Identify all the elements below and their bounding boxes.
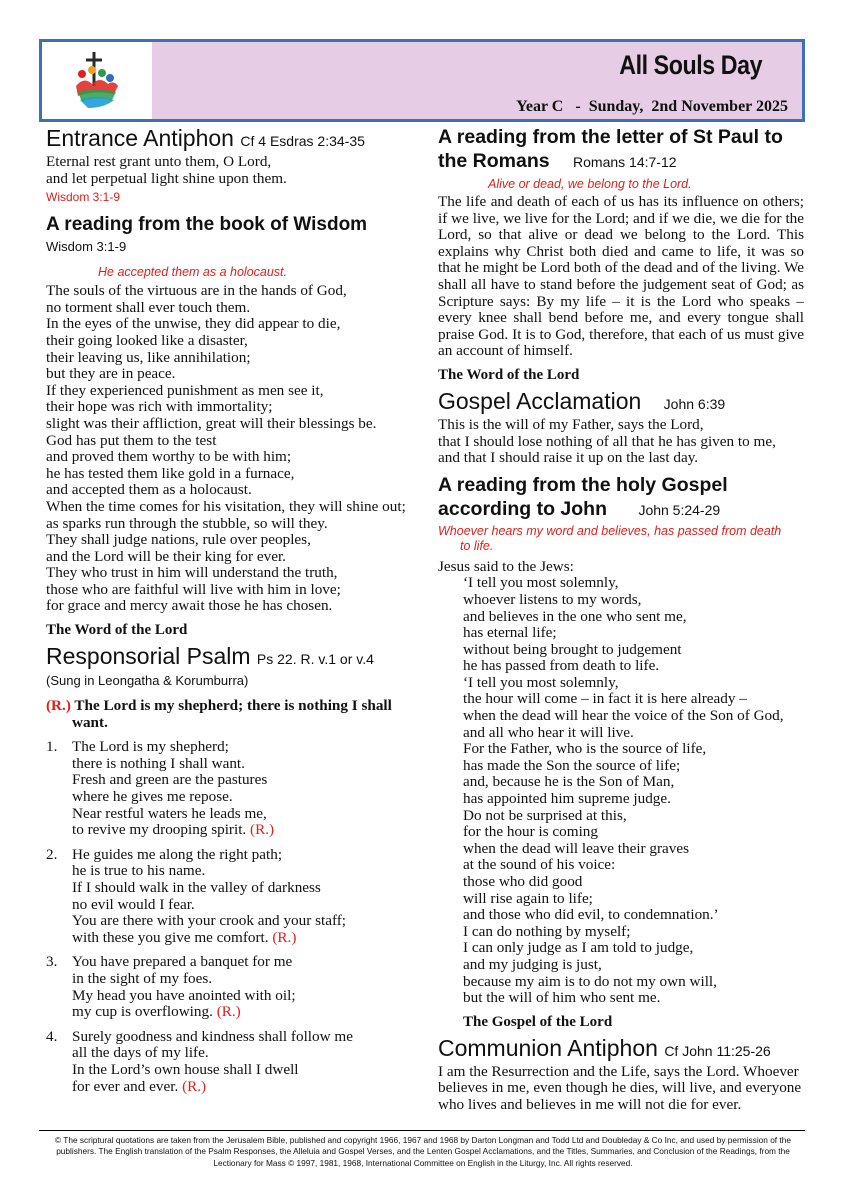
gospel-line: has made the Son the source of life; — [463, 756, 681, 774]
psalm-verse-line-text: He guides me along the right path; — [72, 845, 283, 863]
gospel-line: ‘I tell you most solemnly, — [463, 574, 619, 592]
gospel-line: when the dead will leave their graves — [463, 839, 690, 857]
gospel-acclamation-line: that I should lose nothing of all that he has given to me, — [438, 432, 776, 450]
gospel-line: has eternal life; — [463, 624, 557, 642]
psalm-verse-line-text: where he gives me repose. — [72, 788, 233, 806]
response-marker: (R.) — [250, 821, 275, 839]
communion-antiphon-text: I am the Resurrection and the Life, says the Lord. Whoever believes in me, even though he dies, will live, and everyone who lives and believes in me will not die for ever. — [438, 1062, 802, 1113]
first-reading-heading: A reading from the book of Wisdom — [46, 214, 368, 236]
gospel-text — [438, 575, 804, 1006]
response-marker: (R.) — [216, 1003, 241, 1021]
psalm-ref: Ps 22. R. v.1 or v.4 — [256, 651, 374, 668]
psalm-verse-line — [72, 913, 346, 930]
psalm-note: (Sung in Leongatha & Korumburra) — [46, 673, 249, 689]
first-reading-line: those who are faithful will live with him in love; — [46, 580, 341, 598]
response-marker: (R.) — [272, 928, 297, 946]
entrance-antiphon-title: Entrance Antiphon — [46, 125, 234, 151]
entrance-antiphon-line: and let perpetual light shine upon them. — [46, 169, 287, 187]
first-reading-ref: Wisdom 3:1-9 — [46, 239, 127, 255]
response-marker: (R.) — [182, 1077, 207, 1095]
gospel-ref: John 5:24-29 — [638, 501, 721, 518]
first-reading-closing: The Word of the Lord — [46, 622, 188, 639]
psalm-verse-line-text: You have prepared a banquet for me — [72, 953, 293, 971]
psalm-verse-line — [72, 863, 346, 880]
gospel-line: will rise again to life; — [463, 889, 593, 907]
gospel-line: without being brought to judgement — [463, 640, 682, 658]
entrance-antiphon-text — [46, 154, 416, 187]
psalm-verse-body — [72, 954, 296, 1020]
first-reading-line: he has tested them like gold in a furnace, — [46, 464, 295, 482]
gospel-acclamation-title: Gospel Acclamation — [438, 387, 642, 414]
psalm-verse-line — [72, 1029, 353, 1046]
gospel-line: the hour will come – in fact it is here already – — [463, 690, 747, 708]
page-subtitle: Year C - Sunday, 2nd November 2025 — [516, 98, 788, 115]
footer-divider — [39, 1130, 805, 1131]
gospel-line: he has passed from death to life. — [463, 657, 660, 675]
psalm-verse-line-text: all the days of my life. — [72, 1044, 209, 1062]
first-reading-line: and proved them worthy to be with him; — [46, 448, 292, 466]
psalm-verse-line-text: Near restful waters he leads me, — [72, 804, 267, 822]
psalm-verse-line-text: to revive my drooping spirit. — [72, 821, 247, 839]
gospel-antiphon — [438, 524, 804, 554]
psalm-verse-line-text: In the Lord’s own house shall I dwell — [72, 1060, 299, 1078]
gospel-intro: Jesus said to the Jews: — [438, 557, 574, 575]
gospel-acclamation-text — [438, 417, 804, 467]
psalm-verse-line-text: The Lord is my shepherd; — [72, 738, 229, 756]
entrance-antiphon-ref: Cf 4 Esdras 2:34-35 — [240, 133, 365, 149]
gospel-closing: The Gospel of the Lord — [463, 1013, 613, 1030]
psalm-verse-number: 1. — [46, 738, 58, 756]
psalm-verse-line — [72, 1079, 353, 1096]
first-reading-line: slight was their affliction, great will their blessings be. — [46, 414, 377, 432]
psalm-verse-line — [72, 822, 274, 839]
psalm-verse-number: 4. — [46, 1027, 58, 1045]
gospel-line: but the will of him who sent me. — [463, 989, 661, 1007]
gospel-line: I can do nothing by myself; — [463, 922, 631, 940]
gospel-acclamation-heading — [438, 388, 804, 417]
second-reading-title-romans: the Romans — [438, 150, 550, 172]
gospel-line: and all who hear it will live. — [463, 723, 634, 741]
entrance-antiphon-section — [46, 125, 416, 204]
psalm-verse-line — [72, 1045, 353, 1062]
second-reading-closing: The Word of the Lord — [438, 366, 580, 383]
second-reading-title-line2 — [438, 149, 804, 174]
first-reading-line: and the Lord will be their king for ever. — [46, 547, 286, 565]
gospel-line: because my aim is to do not my own will, — [463, 972, 717, 990]
gospel-acclamation-ref: John 6:39 — [663, 395, 726, 412]
first-reading-line: God has put them to the test — [46, 431, 217, 449]
psalm-verse-line — [72, 772, 274, 789]
psalm-verse-line — [72, 971, 296, 988]
header-banner — [39, 39, 805, 122]
gospel-line: For the Father, who is the source of life, — [463, 740, 707, 758]
psalm-verse-line — [72, 1062, 353, 1079]
gospel-antiphon-line1: Whoever hears my word and believes, has passed from death — [438, 523, 782, 538]
first-reading-line: In the eyes of the unwise, they did appear to die, — [46, 315, 341, 333]
first-reading-line: They who trust in him will understand the truth, — [46, 564, 338, 582]
gospel-heading — [438, 473, 804, 522]
psalm-verse-line-text: no evil would I fear. — [72, 895, 195, 913]
second-reading-text: The life and death of each of us has its influence on others; if we live, we live for the Lord; and if we die, we die for the Lord, so that alive or dead we belong to the Lord. This explains why Christ both died and came to life, it was so that he might be Lord both of the dead and of the living. We shall all have to stand before the judgement seat of God; as Scripture says: By my life – it is the Lord who speaks – every knee shall bend before me, and every tongue shall praise God. It is to God, therefore, that each of us must give an account of himself. — [438, 193, 804, 360]
psalm-verse-line — [72, 988, 296, 1005]
psalm-verse-number: 3. — [46, 953, 58, 971]
first-reading-line: but they are in peace. — [46, 365, 176, 383]
communion-antiphon-section — [438, 1035, 804, 1114]
psalm-verse-line — [72, 756, 274, 773]
gospel-line: and those who did evil, to condemnation.’ — [463, 906, 719, 924]
psalm-verse-body — [72, 847, 346, 947]
gospel-line: when the dead will hear the voice of the Son of God, — [463, 707, 784, 725]
psalm-verse-number: 2. — [46, 845, 58, 863]
response-text: The Lord is my shepherd; there is nothing I shall want. — [72, 697, 392, 731]
psalm-verse-line — [72, 954, 296, 971]
gospel-line: and my judging is just, — [463, 955, 602, 973]
first-reading-text — [46, 283, 416, 615]
page-title: All Souls Day — [619, 50, 762, 80]
psalm-verse-line — [72, 880, 346, 897]
gospel-acclamation-line: and that I should raise it up on the last day. — [438, 449, 699, 467]
first-reading-line: their leaving us, like annihilation; — [46, 348, 251, 366]
copyright-footer: © The scriptural quotations are taken from the Jerusalem Bible, published and copyright 1966, 1967 and 1968 by Darton Longman and Todd Ltd and Doubleday & Co Inc, and used by permission of the publishers. The English translation of the Psalm Responses, the Alleluia and Gospel Verses, and the Lenten Gospel Acclamations, and the Titles, Summaries, and Conclusion of the Readings, from the Lectionary for Mass © 1997, 1981, 1968, International Committee on English in the Liturgy, Inc. All rights reserved. — [55, 1135, 791, 1168]
gospel-line: at the sound of his voice: — [463, 856, 616, 874]
response-marker: (R.) — [46, 697, 71, 715]
gospel-line: for the hour is coming — [463, 823, 598, 841]
psalm-verse-body — [72, 1029, 353, 1095]
jubilee-logo-icon — [64, 46, 134, 116]
gospel-title-line1: A reading from the holy Gospel — [438, 473, 728, 496]
entrance-antiphon-line: Eternal rest grant unto them, O Lord, — [46, 153, 272, 170]
gospel-line: Do not be surprised at this, — [463, 806, 627, 824]
psalm-verse — [46, 954, 416, 1020]
second-reading-title-line1: A reading from the letter of St Paul to — [438, 126, 783, 148]
first-reading-line: for grace and mercy await those he has chosen. — [46, 597, 333, 615]
second-reading-antiphon: Alive or dead, we belong to the Lord. — [488, 177, 692, 191]
first-reading-line: The souls of the virtuous are in the hands of God, — [46, 282, 347, 300]
gospel-line: has appointed him supreme judge. — [463, 790, 671, 808]
psalm-verse-line-text: Fresh and green are the pastures — [72, 771, 268, 789]
psalm-verse-line-text: for ever and ever. — [72, 1077, 179, 1095]
psalm-verse-line — [72, 930, 346, 947]
first-reading-line: their going looked like a disaster, — [46, 331, 248, 349]
psalm-verse-body — [72, 739, 274, 839]
gospel-title-line2 — [438, 497, 804, 522]
psalm-verse-line-text: with these you give me comfort. — [72, 928, 269, 946]
communion-antiphon-ref: Cf John 11:25-26 — [664, 1042, 771, 1059]
gospel-line: and, because he is the Son of Man, — [463, 773, 675, 791]
psalm-response — [46, 698, 416, 731]
first-reading-line: and accepted them as a holocaust. — [46, 481, 252, 499]
psalm-section — [46, 643, 416, 1095]
psalm-verse-line-text: in the sight of my foes. — [72, 969, 213, 987]
right-column — [438, 125, 804, 1114]
left-column — [46, 125, 416, 1095]
psalm-verse-line-text: You are there with your crook and your staff; — [72, 912, 347, 930]
psalm-title: Responsorial Psalm — [46, 643, 251, 670]
first-reading-line: When the time comes for his visitation, they will shine out; — [46, 497, 406, 515]
gospel-line: ‘I tell you most solemnly, — [463, 673, 619, 691]
second-reading-heading — [438, 125, 804, 174]
first-reading-section — [46, 213, 416, 639]
psalm-verse-line-text: he is true to his name. — [72, 862, 206, 880]
gospel-line: whoever listens to my words, — [463, 590, 642, 608]
gospel-acclamation-line: This is the will of my Father, says the Lord, — [438, 415, 704, 433]
psalm-verse — [46, 1029, 416, 1095]
gospel-line: those who did good — [463, 873, 583, 890]
psalm-heading — [46, 643, 416, 672]
gospel-line: I can only judge as I am told to judge, — [463, 939, 694, 957]
first-reading-line: their hope was rich with immortality; — [46, 398, 273, 416]
psalm-verse-line-text: Surely goodness and kindness shall follow me — [72, 1027, 353, 1045]
first-reading-line: They shall judge nations, rule over peoples, — [46, 531, 311, 549]
psalm-verse-line-text: my cup is overflowing. — [72, 1003, 213, 1021]
psalm-verse-line — [72, 897, 346, 914]
psalm-verse-line — [72, 1004, 296, 1021]
gospel-title-john: according to John — [438, 497, 608, 520]
gospel-antiphon-line2: to life. — [460, 538, 494, 553]
first-reading-line: as sparks run through the stubble, so will they. — [46, 514, 328, 532]
psalm-verse — [46, 739, 416, 839]
jubilee-logo — [42, 42, 152, 119]
psalm-verse-line-text: My head you have anointed with oil; — [72, 986, 296, 1004]
entrance-antiphon-heading — [46, 125, 416, 154]
psalm-verse-line-text: If I should walk in the valley of darkness — [72, 879, 321, 896]
communion-antiphon-title: Communion Antiphon — [438, 1034, 658, 1061]
psalm-verse-line — [72, 739, 274, 756]
second-reading-section — [438, 125, 804, 384]
psalm-verse — [46, 847, 416, 947]
psalm-verse-line — [72, 789, 274, 806]
gospel-section — [438, 473, 804, 1031]
psalm-verses — [46, 739, 416, 1095]
first-reading-line: no torment shall ever touch them. — [46, 298, 251, 316]
gospel-acclamation-section — [438, 388, 804, 467]
second-reading-ref: Romans 14:7-12 — [573, 154, 677, 170]
psalm-verse-line — [72, 847, 346, 864]
communion-antiphon-heading — [438, 1035, 804, 1064]
first-reading-line: If they experienced punishment as men see it, — [46, 381, 324, 399]
gospel-line: and believes in the one who sent me, — [463, 607, 687, 625]
first-reading-antiphon: He accepted them as a holocaust. — [98, 265, 288, 280]
psalm-verse-line-text: there is nothing I shall want. — [72, 754, 245, 772]
entrance-antiphon-red-ref: Wisdom 3:1-9 — [46, 190, 121, 205]
psalm-verse-line — [72, 806, 274, 823]
